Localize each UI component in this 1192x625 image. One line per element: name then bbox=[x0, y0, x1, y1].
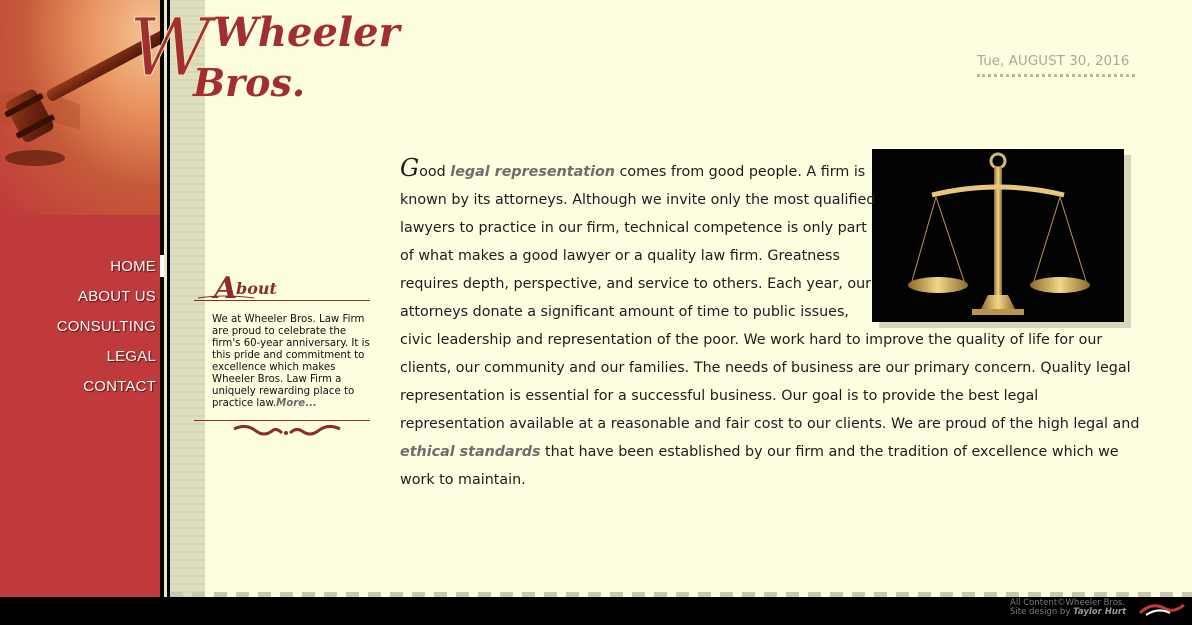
svg-text:bout: bout bbox=[236, 279, 277, 298]
legal-representation-link[interactable]: legal representation bbox=[450, 164, 615, 180]
nav-home[interactable]: HOME bbox=[110, 258, 156, 275]
nav-consulting[interactable]: CONSULTING bbox=[56, 318, 156, 335]
active-nav-marker bbox=[160, 255, 164, 277]
main-nav bbox=[0, 255, 160, 405]
about-more-link[interactable]: More... bbox=[276, 398, 317, 409]
svg-text:A: A bbox=[214, 271, 238, 300]
nav-about-us[interactable]: ABOUT US bbox=[77, 288, 156, 305]
about-box bbox=[194, 270, 370, 447]
site-logo[interactable] bbox=[125, 0, 415, 110]
nav-contact[interactable]: CONTACT bbox=[83, 378, 156, 395]
about-heading bbox=[194, 270, 370, 300]
nav-legal[interactable]: LEGAL bbox=[106, 348, 156, 365]
footer bbox=[0, 597, 1192, 625]
current-date: Tue, AUGUST 30, 2016 bbox=[977, 53, 1135, 77]
drop-cap: G bbox=[400, 154, 420, 182]
logo-line2: Bros. bbox=[193, 60, 306, 105]
about-text: We at Wheeler Bros. Law Firm are proud to celebrate the firm's 60-year anniversary. It is this pride and commitment to excellence which makes Wheeler Bros. Law Firm a uniquely rewarding place to practice law.More... bbox=[212, 314, 370, 409]
flourish-ornament bbox=[194, 421, 370, 443]
svg-text:W: W bbox=[129, 1, 212, 94]
footer-credits: All Content©Wheeler Bros. Site design by Taylor Hurt bbox=[1010, 598, 1127, 617]
designer-logo-icon[interactable] bbox=[1136, 599, 1188, 619]
ethical-standards-link[interactable]: ethical standards bbox=[400, 444, 541, 460]
main-article: Good legal representation comes from good people. A firm is known by its attorneys. Although we invite only the most qualified lawyers to practice in our firm, technical competence is only part of what makes a good lawyer or a quality law firm. Greatness requires depth, perspective, and service to others. Each year, our attorneys donate a significant amount of time to public issues, civic leadership and representation of the poor. We work hard to improve the quality of life for our clients, our community and our families. The needs of business are our primary concern. Quality legal representation is essential for a successful business. Our goal is to provide the best legal representation available at a reasonable and fair cost to our clients. We are proud of the high legal and ethical standards that have been established by our firm and the tradition of excellence which we work to maintain. bbox=[400, 154, 1140, 488]
designer-link[interactable]: Taylor Hurt bbox=[1073, 607, 1127, 617]
logo-line1: Wheeler bbox=[213, 9, 400, 56]
